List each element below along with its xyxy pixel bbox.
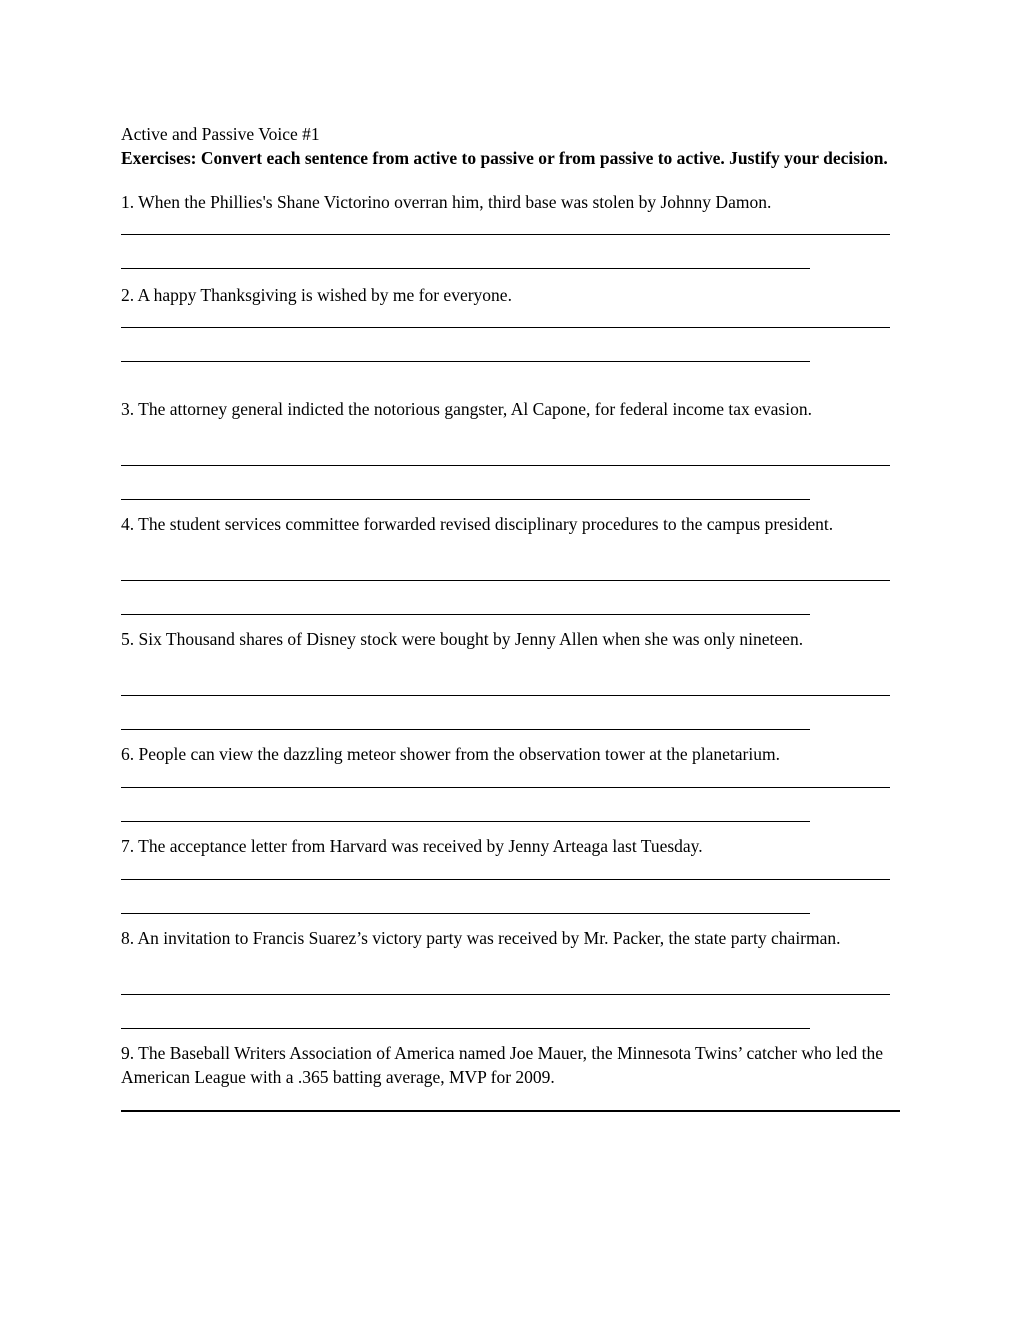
answer-line-6b[interactable]	[121, 821, 810, 822]
answer-line-5b[interactable]	[121, 729, 810, 730]
question-8: 8. An invitation to Francis Suarez’s victory party was received by Mr. Packer, the state party chairman.	[121, 928, 841, 948]
question-7: 7. The acceptance letter from Harvard was received by Jenny Arteaga last Tuesday.	[121, 836, 703, 856]
answer-line-6a[interactable]	[121, 787, 890, 788]
exercise-instructions: Exercises: Convert each sentence from active to passive or from passive to active. Justify your decision.	[121, 148, 888, 168]
question-6: 6. People can view the dazzling meteor shower from the observation tower at the planetarium.	[121, 744, 780, 764]
worksheet-title: Active and Passive Voice #1	[121, 124, 320, 144]
question-2: 2. A happy Thanksgiving is wished by me for everyone.	[121, 285, 512, 305]
answer-line-2a[interactable]	[121, 327, 890, 328]
answer-line-2b[interactable]	[121, 361, 810, 362]
answer-line-5a[interactable]	[121, 695, 890, 696]
answer-line-1b[interactable]	[121, 268, 810, 269]
answer-line-4b[interactable]	[121, 614, 810, 615]
question-1: 1. When the Phillies's Shane Victorino overran him, third base was stolen by Johnny Damon.	[121, 192, 772, 212]
answer-line-7a[interactable]	[121, 879, 890, 880]
answer-line-7b[interactable]	[121, 913, 810, 914]
question-3: 3. The attorney general indicted the notorious gangster, Al Capone, for federal income tax evasion.	[121, 399, 812, 419]
answer-line-1a[interactable]	[121, 234, 890, 235]
answer-line-3b[interactable]	[121, 499, 810, 500]
answer-line-8b[interactable]	[121, 1028, 810, 1029]
bottom-rule	[121, 1110, 900, 1112]
question-5: 5. Six Thousand shares of Disney stock were bought by Jenny Allen when she was only nineteen.	[121, 629, 804, 649]
answer-line-4a[interactable]	[121, 580, 890, 581]
question-9: 9. The Baseball Writers Association of America named Joe Mauer, the Minnesota Twins’ catcher who led the American League with a .365 batting average, MVP for 2009.	[121, 1043, 883, 1087]
answer-line-8a[interactable]	[121, 994, 890, 995]
answer-line-3a[interactable]	[121, 465, 890, 466]
question-4: 4. The student services committee forwarded revised disciplinary procedures to the campus president.	[121, 514, 834, 534]
